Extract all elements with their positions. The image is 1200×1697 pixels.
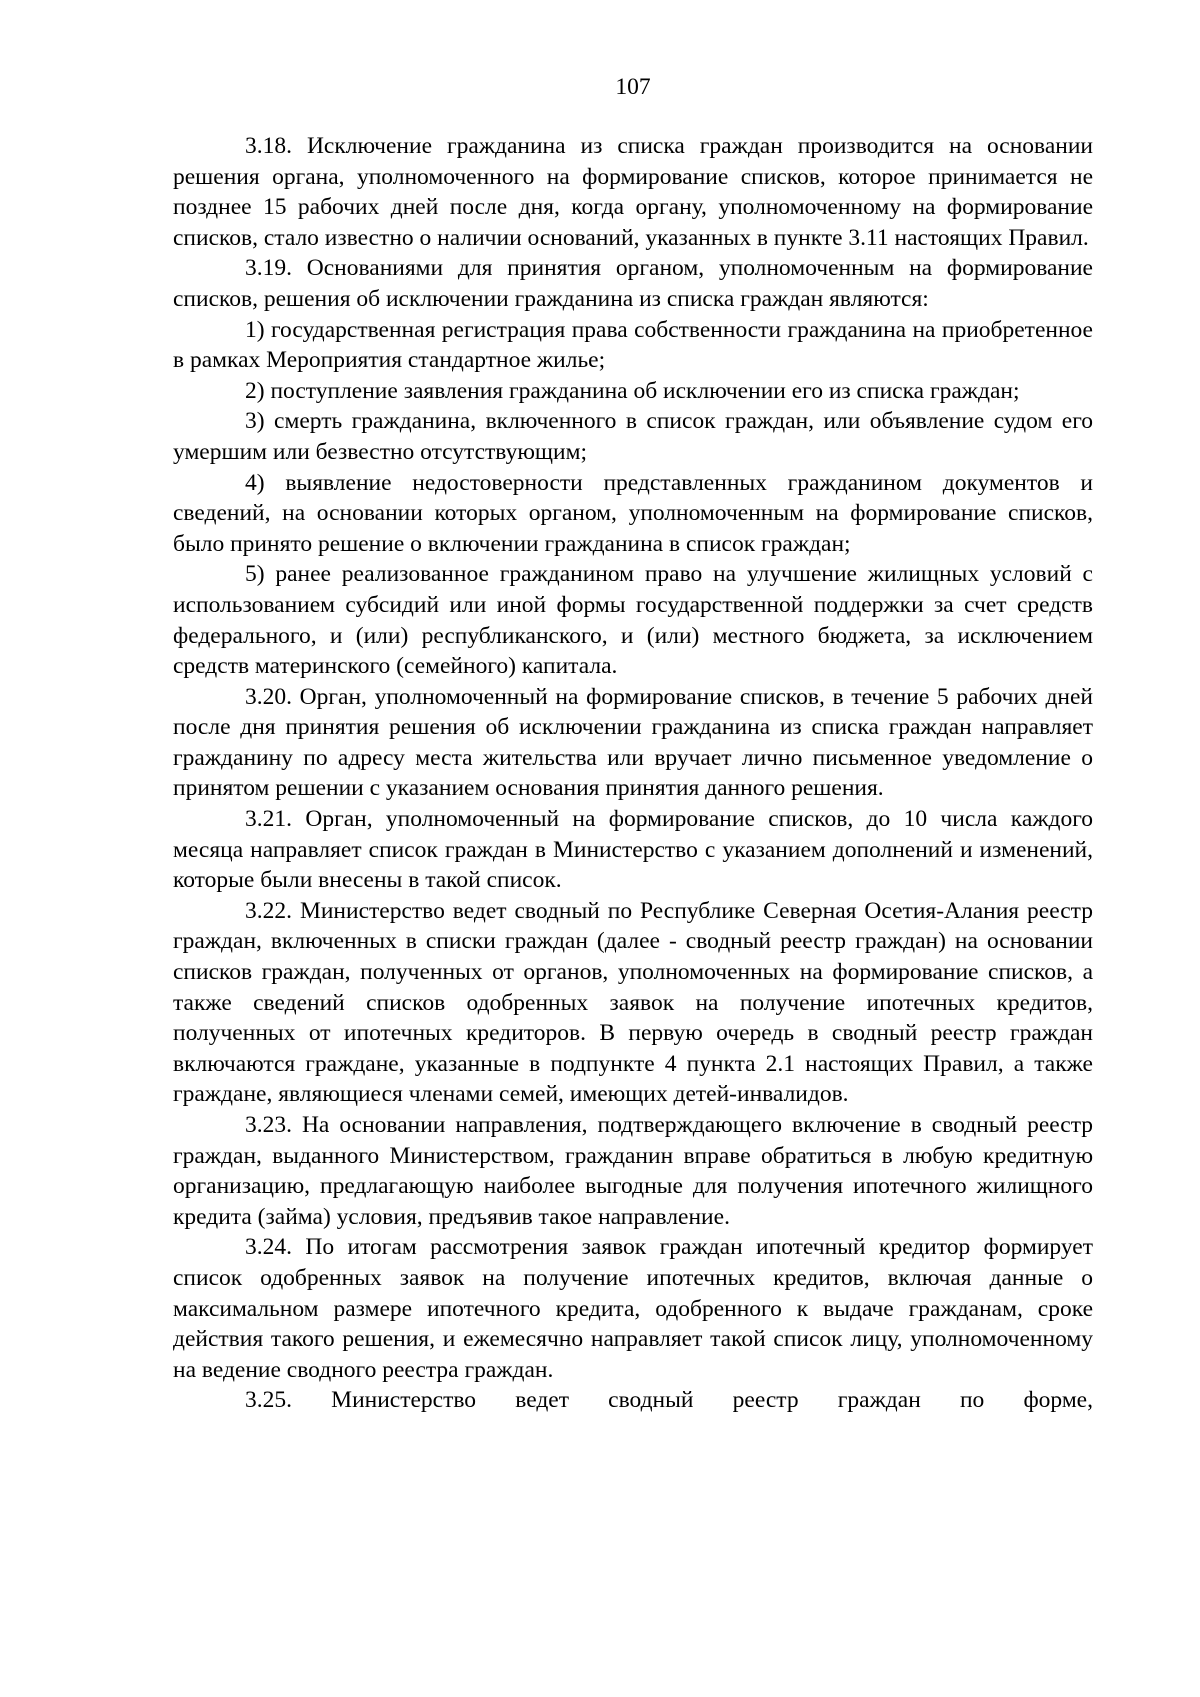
paragraph-3-21: 3.21. Орган, уполномоченный на формирование списков, до 10 числа каждого месяца направляет список граждан в Министерство с указанием дополнений и изменений, которые были внесены в такой список. [173,806,1093,894]
list-item-1: 1) государственная регистрация права собственности гражданина на приобретенное в рамках Мероприятия стандартное жилье; [173,316,1093,374]
list-item-4: 4) выявление недостоверности представленных гражданином документов и сведений, на основании которых органом, уполномоченным на формирование списков, было принято решение о включении гражданина в список граждан; [173,469,1093,557]
list-item-3: 3) смерть гражданина, включенного в список граждан, или объявление судом его умершим или безвестно отсутствующим; [173,408,1093,465]
paragraph-3-22: 3.22. Министерство ведет сводный по Республике Северная Осетия-Алания реестр граждан, включенных в списки граждан (далее - сводный реестр граждан) на основании списков граждан, полученных от органов, уполномоченных на формирование списков, а также сведений списков одобренных заявок на получение ипотечных кредитов, полученных от ипотечных кредиторов. В первую очередь в сводный реестр граждан включаются граждане, указанные в подпункте 4 пункта 2.1 настоящих Правил, а также граждане, являющиеся членами семей, имеющих детей-инвалидов. [173,897,1093,1108]
paragraph-3-23: 3.23. На основании направления, подтверждающего включение в сводный реестр граждан, выданного Министерством, гражданин вправе обратиться в любую кредитную организацию, предлагающую наиболее выгодные для получения ипотечного жилищного кредита (займа) условия, предъявив такое направление. [173,1112,1093,1230]
paragraph-3-19: 3.19. Основаниями для принятия органом, уполномоченным на формирование списков, решения об исключении гражданина из списка граждан являются: [173,255,1093,312]
paragraph-3-25: 3.25. Министерство ведет сводный реестр граждан по форме, [245,1387,1093,1414]
list-item-2: 2) поступление заявления гражданина об исключении его из списка граждан; [245,377,1020,404]
list-item-5: 5) ранее реализованное гражданином право на улучшение жилищных условий с использованием субсидий или иной формы государственной поддержки за счет средств федерального, и (или) республиканского, и (или) местного бюджета, за исключением средств материнского (семейного) капитала. [173,561,1093,680]
page-number: 107 [615,74,651,100]
paragraph-3-18: 3.18. Исключение гражданина из списка граждан производится на основании решения органа, уполномоченного на формирование списков, которое принимается не позднее 15 рабочих дней после дня, когда органу, уполномоченному на формирование списков, стало известно о наличии оснований, указанных в пункте 3.11 настоящих Правил. [173,133,1093,251]
document-page [173,72,1093,1416]
paragraph-3-24: 3.24. По итогам рассмотрения заявок граждан ипотечный кредитор формирует список одобренных заявок на получение ипотечных кредитов, включая данные о максимальном размере ипотечного кредита, одобренного к выдаче гражданам, сроке действия такого решения, и ежемесячно направляет такой список лицу, уполномоченному на ведение сводного реестра граждан. [173,1234,1093,1383]
paragraph-3-20: 3.20. Орган, уполномоченный на формирование списков, в течение 5 рабочих дней после дня принятия решения об исключении гражданина из списка граждан направляет гражданину по адресу места жительства или вручает лично письменное уведомление о принятом решении с указанием основания принятия данного решения. [173,683,1093,802]
